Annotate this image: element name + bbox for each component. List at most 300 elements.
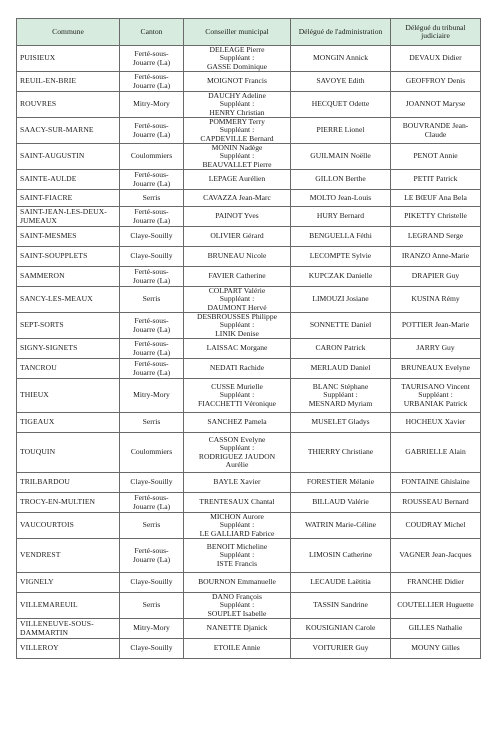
cell-text-line: Ferté-sous- <box>134 121 169 131</box>
cell-text-line: Aurélie <box>225 459 249 469</box>
cell-text-line: LAISSAC Morgane <box>206 343 268 353</box>
cell-conseiller <box>184 247 291 267</box>
cell-conseiller <box>184 339 291 359</box>
cell-text-line: JOANNOT Maryse <box>405 99 466 109</box>
cell-text-line: PETIT Patrick <box>413 174 458 184</box>
cell-commune <box>17 539 120 573</box>
header-commune: Commune <box>17 19 120 46</box>
cell-text-line: Suppléant : <box>219 99 255 109</box>
cell-tribunal <box>391 72 481 92</box>
cell-text: VAUCOURTOIS <box>20 520 74 530</box>
cell-text-line: LINIK Denise <box>215 328 259 338</box>
cell-commune <box>17 227 120 247</box>
cell-canton <box>120 227 184 247</box>
cell-text-line: Serris <box>142 520 161 530</box>
cell-canton <box>120 513 184 539</box>
cell-text-line: LEGRAND Serge <box>407 231 464 241</box>
cell-text: ROUVRES <box>20 99 57 109</box>
cell-text-line: FORESTIER Mélanie <box>306 477 375 487</box>
cell-text: SAINT-MESMES <box>20 231 77 241</box>
cell-text-line: Jouarre (La) <box>132 554 171 564</box>
cell-text-line: CASSON Evelyne <box>208 435 266 445</box>
cell-text-line: CARON Patrick <box>315 343 366 353</box>
cell-admin <box>291 72 391 92</box>
cell-conseiller <box>184 46 291 72</box>
cell-text: TOUQUIN <box>20 447 56 457</box>
header-admin: Délégué de l'administration <box>291 19 391 46</box>
cell-text: SAINT-JEAN-LES-DEUX-JUMEAUX <box>20 207 107 225</box>
cell-conseiller <box>184 170 291 190</box>
cell-text-line: Claye-Souilly <box>130 251 173 261</box>
cell-text-line: Ferté-sous- <box>134 72 169 82</box>
cell-text-line: KOUSIGNIAN Carole <box>305 623 376 633</box>
cell-text-line: Suppléant : <box>219 320 255 330</box>
cell-text-line: ISTE Francis <box>216 558 258 568</box>
cell-canton <box>120 593 184 619</box>
cell-text-line: ETOILE Annie <box>213 643 261 653</box>
cell-tribunal <box>391 46 481 72</box>
cell-conseiller <box>184 72 291 92</box>
cell-text-line: JARRY Guy <box>416 343 455 353</box>
cell-canton <box>120 118 184 144</box>
cell-text: SIGNY-SIGNETS <box>20 343 78 353</box>
cell-admin <box>291 379 391 413</box>
cell-text-line: TAURISANO Vincent <box>401 382 470 392</box>
cell-text: TRILBARDOU <box>20 477 70 487</box>
cell-admin <box>291 118 391 144</box>
table-row <box>17 359 481 379</box>
cell-conseiller <box>184 493 291 513</box>
cell-text-line: Claye-Souilly <box>130 643 173 653</box>
table-row <box>17 513 481 539</box>
cell-text: SAINT-SOUPPLETS <box>20 251 88 261</box>
cell-text-line: Jouarre (La) <box>132 57 171 67</box>
cell-text-line: Ferté-sous- <box>134 170 169 180</box>
cell-text-line: Ferté-sous- <box>134 339 169 349</box>
cell-admin <box>291 639 391 659</box>
cell-admin <box>291 287 391 313</box>
cell-text: SAMMERON <box>20 271 65 281</box>
cell-admin <box>291 313 391 339</box>
cell-text-line: THIERRY Christiane <box>307 447 374 457</box>
cell-admin <box>291 473 391 493</box>
cell-text-line: DAUCHY Adeline <box>208 91 266 101</box>
cell-text-line: Coulommiers <box>130 151 173 161</box>
cell-text-line: CAPDEVILLE Bernard <box>200 133 274 143</box>
cell-admin <box>291 190 391 207</box>
cell-text-line: Suppléant : <box>219 125 255 135</box>
cell-tribunal <box>391 359 481 379</box>
cell-text-line: BENOIT Micheline <box>206 542 268 552</box>
cell-commune <box>17 493 120 513</box>
cell-text-line: DEVAUX Didier <box>409 53 462 63</box>
cell-tribunal <box>391 539 481 573</box>
cell-tribunal <box>391 313 481 339</box>
cell-tribunal <box>391 379 481 413</box>
cell-admin <box>291 170 391 190</box>
cell-tribunal <box>391 573 481 593</box>
cell-tribunal <box>391 190 481 207</box>
cell-text: SANCY-LES-MEAUX <box>20 294 93 304</box>
cell-text-line: Claude <box>424 129 447 139</box>
cell-text-line: GASSE Dominique <box>206 61 268 71</box>
cell-text-line: MOUNY Gilles <box>411 643 460 653</box>
cell-text-line: CUSSE Murielle <box>211 382 263 392</box>
cell-text-line: Serris <box>142 417 161 427</box>
table-row <box>17 433 481 473</box>
cell-text-line: PAINOT Yves <box>215 211 259 221</box>
cell-text-line: COUDRAY Michel <box>405 520 466 530</box>
cell-text-line: Jouarre (La) <box>132 324 171 334</box>
cell-text: PUISIEUX <box>20 53 56 63</box>
cell-text: VENDREST <box>20 550 61 560</box>
table-row <box>17 118 481 144</box>
cell-text-line: COLPART Valérie <box>208 286 266 296</box>
cell-text-line: SONNETTE Daniel <box>309 320 372 330</box>
cell-text-line: Jouarre (La) <box>132 347 171 357</box>
cell-text-line: Suppléant : <box>323 390 358 400</box>
cell-canton <box>120 339 184 359</box>
cell-text-line: Suppléant : <box>219 294 255 304</box>
cell-admin <box>291 539 391 573</box>
cell-text-line: Serris <box>142 600 161 610</box>
table-row <box>17 339 481 359</box>
cell-commune <box>17 46 120 72</box>
cell-tribunal <box>391 247 481 267</box>
cell-text-line: Mitry-Mory <box>133 623 170 633</box>
cell-conseiller <box>184 118 291 144</box>
cell-canton <box>120 413 184 433</box>
cell-text-line: GILLON Berthe <box>315 174 366 184</box>
cell-text-line: FONTAINE Ghislaine <box>401 477 470 487</box>
cell-commune <box>17 170 120 190</box>
cell-commune <box>17 247 120 267</box>
cell-text-line: Mitry-Mory <box>133 99 170 109</box>
header-tribunal: Délégué du tribunal judiciaire <box>391 19 481 46</box>
cell-text-line: ROUSSEAU Bernard <box>402 497 469 507</box>
cell-conseiller <box>184 539 291 573</box>
cell-admin <box>291 493 391 513</box>
cell-conseiller <box>184 593 291 619</box>
cell-text-line: Jouarre (La) <box>132 367 171 377</box>
cell-conseiller <box>184 313 291 339</box>
cell-text-line: HURY Bernard <box>316 211 365 221</box>
cell-text-line: Jouarre (La) <box>132 178 171 188</box>
table-row <box>17 493 481 513</box>
cell-conseiller <box>184 639 291 659</box>
cell-commune <box>17 144 120 170</box>
cell-text-line: Claye-Souilly <box>130 231 173 241</box>
cell-text-line: Ferté-sous- <box>134 207 169 217</box>
cell-text-line: MERLAUD Daniel <box>310 363 371 373</box>
cell-text: TIGEAUX <box>20 417 55 427</box>
cell-text-line: Coulommiers <box>130 447 173 457</box>
cell-tribunal <box>391 513 481 539</box>
cell-text-line: VOITURIER Guy <box>312 643 369 653</box>
cell-text-line: RODRIGUEZ JAUDON <box>198 451 276 461</box>
cell-canton <box>120 46 184 72</box>
cell-text-line: GABRIELLE Alain <box>405 447 466 457</box>
cell-text-line: LECOMPTE Sylvie <box>309 251 372 261</box>
cell-text-line: Ferté-sous- <box>134 49 169 59</box>
cell-commune <box>17 379 120 413</box>
cell-tribunal <box>391 619 481 639</box>
table-row <box>17 287 481 313</box>
cell-text-line: FIACCHETTI Véronique <box>197 398 277 408</box>
table-row <box>17 413 481 433</box>
cell-conseiller <box>184 473 291 493</box>
cell-text-line: MOLTO Jean-Louis <box>309 192 372 202</box>
cell-text-line: KUPCZAK Danielle <box>308 271 373 281</box>
cell-text-line: Serris <box>142 192 161 202</box>
document-page <box>16 18 480 659</box>
cell-text-line: HECQUET Odette <box>311 99 370 109</box>
cell-commune <box>17 413 120 433</box>
cell-text: REUIL-EN-BRIE <box>20 76 77 86</box>
cell-text-line: BENGUELLA Féthi <box>309 231 372 241</box>
table-row <box>17 313 481 339</box>
cell-text-line: SAVOYE Edith <box>316 76 365 86</box>
table-row <box>17 593 481 619</box>
cell-tribunal <box>391 118 481 144</box>
cell-tribunal <box>391 639 481 659</box>
cell-text-line: MOIGNOT Francis <box>207 76 267 86</box>
cell-admin <box>291 513 391 539</box>
cell-commune <box>17 513 120 539</box>
cell-text-line: Ferté-sous- <box>134 493 169 503</box>
cell-text-line: BOURNON Emmanuelle <box>198 577 276 587</box>
cell-tribunal <box>391 433 481 473</box>
cell-text-line: SANCHEZ Pamela <box>207 417 267 427</box>
table-row <box>17 227 481 247</box>
cell-text: VILLEMAREUIL <box>20 600 78 610</box>
cell-admin <box>291 359 391 379</box>
cell-text-line: DESBROUSSES Philippe <box>197 312 277 322</box>
cell-text-line: MONGIN Annick <box>312 53 369 63</box>
cell-conseiller <box>184 190 291 207</box>
cell-text-line: SOUPLET Isabelle <box>207 608 267 618</box>
cell-tribunal <box>391 227 481 247</box>
cell-commune <box>17 267 120 287</box>
cell-commune <box>17 72 120 92</box>
cell-canton <box>120 573 184 593</box>
cell-canton <box>120 433 184 473</box>
cell-text-line: LECAUDE Laëtitia <box>310 577 371 587</box>
cell-admin <box>291 339 391 359</box>
cell-conseiller <box>184 433 291 473</box>
cell-canton <box>120 493 184 513</box>
cell-admin <box>291 413 391 433</box>
cell-admin <box>291 619 391 639</box>
cell-canton <box>120 267 184 287</box>
cell-admin <box>291 267 391 287</box>
cell-text: SAINT-FIACRE <box>20 192 73 202</box>
cell-conseiller <box>184 267 291 287</box>
cell-text-line: POMMERY Terry <box>209 117 265 127</box>
cell-text-line: MESNARD Myriam <box>308 398 373 408</box>
cell-text-line: TRENTESAUX Chantal <box>199 497 275 507</box>
cell-commune <box>17 639 120 659</box>
cell-text-line: DAUMONT Hervé <box>207 302 267 312</box>
cell-text-line: Mitry-Mory <box>133 390 170 400</box>
cell-text-line: DRAPIER Guy <box>411 271 460 281</box>
cell-commune <box>17 207 120 227</box>
cell-commune <box>17 190 120 207</box>
cell-canton <box>120 473 184 493</box>
cell-text: TROCY-EN-MULTIEN <box>20 497 96 507</box>
cell-canton <box>120 619 184 639</box>
cell-canton <box>120 313 184 339</box>
cell-canton <box>120 247 184 267</box>
table-row <box>17 539 481 573</box>
cell-canton <box>120 72 184 92</box>
cell-text-line: PENOT Annie <box>413 151 458 161</box>
cell-text-line: Claye-Souilly <box>130 577 173 587</box>
cell-canton <box>120 170 184 190</box>
cell-text: THIEUX <box>20 390 49 400</box>
cell-text: SEPT-SORTS <box>20 320 64 330</box>
cell-admin <box>291 227 391 247</box>
cell-conseiller <box>184 207 291 227</box>
table-row <box>17 267 481 287</box>
cell-commune <box>17 92 120 118</box>
cell-commune <box>17 118 120 144</box>
cell-text: VIGNELY <box>20 577 54 587</box>
cell-commune <box>17 359 120 379</box>
cell-text: SAACY-SUR-MARNE <box>20 125 94 135</box>
cell-text-line: BRUNEAUX Evelyne <box>401 363 470 373</box>
cell-text-line: Serris <box>142 294 161 304</box>
cell-text-line: Claye-Souilly <box>130 477 173 487</box>
cell-tribunal <box>391 207 481 227</box>
table-row <box>17 573 481 593</box>
cell-text-line: VAGNER Jean-Jacques <box>399 550 472 560</box>
cell-text-line: Suppléant : <box>219 550 255 560</box>
cell-text-line: Ferté-sous- <box>134 267 169 277</box>
cell-text-line: GEOFFROY Denis <box>405 76 466 86</box>
cell-text-line: Suppléant : <box>219 600 255 610</box>
cell-text-line: LE BŒUF Ana Bela <box>404 192 467 202</box>
cell-text-line: BRUNEAU Nicole <box>207 251 267 261</box>
cell-text-line: BEAUVALLET Pierre <box>202 159 272 169</box>
cell-text-line: COUTELLIER Huguette <box>397 600 474 610</box>
cell-conseiller <box>184 144 291 170</box>
table-body <box>17 46 481 659</box>
cell-text-line: BOUVRANDE Jean- <box>402 121 469 131</box>
cell-text-line: Suppléant : <box>219 53 255 63</box>
cell-text-line: Ferté-sous- <box>134 546 169 556</box>
cell-text-line: Suppléant : <box>418 390 453 400</box>
cell-commune <box>17 573 120 593</box>
cell-text-line: GUILMAIN Noëlle <box>310 151 371 161</box>
cell-text-line: MUSELET Gladys <box>311 417 370 427</box>
cell-text-line: Ferté-sous- <box>134 316 169 326</box>
cell-text-line: PIERRE Lionel <box>316 125 365 135</box>
cell-text-line: Jouarre (La) <box>132 275 171 285</box>
cell-tribunal <box>391 593 481 619</box>
cell-text: VILLEROY <box>20 643 59 653</box>
cell-tribunal <box>391 287 481 313</box>
delegates-table <box>16 18 481 659</box>
cell-text-line: NEDATI Rachide <box>209 363 265 373</box>
cell-tribunal <box>391 493 481 513</box>
cell-text-line: LE GALLIARD Fabrice <box>199 528 275 538</box>
cell-text: SAINT-AUGUSTIN <box>20 151 85 161</box>
cell-text-line: KUSINA Rémy <box>411 294 460 304</box>
cell-tribunal <box>391 92 481 118</box>
cell-conseiller <box>184 573 291 593</box>
cell-commune <box>17 593 120 619</box>
cell-text-line: POTTIER Jean-Marie <box>401 320 470 330</box>
table-row <box>17 639 481 659</box>
cell-text-line: HOCHEUX Xavier <box>405 417 466 427</box>
cell-text-line: Jouarre (La) <box>132 215 171 225</box>
cell-commune <box>17 339 120 359</box>
cell-canton <box>120 190 184 207</box>
cell-text-line: FRANCHE Didier <box>407 577 464 587</box>
cell-text-line: LIMOSIN Catherine <box>308 550 373 560</box>
cell-canton <box>120 144 184 170</box>
cell-conseiller <box>184 619 291 639</box>
cell-canton <box>120 359 184 379</box>
cell-text-line: CAVAZZA Jean-Marc <box>203 192 271 202</box>
cell-text: SAINTE-AULDE <box>20 174 77 184</box>
cell-canton <box>120 207 184 227</box>
cell-conseiller <box>184 287 291 313</box>
cell-text-line: MICHON Aurore <box>210 512 264 522</box>
cell-text-line: IRANZO Anne-Marie <box>401 251 470 261</box>
cell-tribunal <box>391 473 481 493</box>
table-row <box>17 92 481 118</box>
cell-commune <box>17 313 120 339</box>
cell-text-line: LIMOUZI Josiane <box>312 294 369 304</box>
cell-conseiller <box>184 513 291 539</box>
cell-text-line: OLIVIER Gérard <box>210 231 264 241</box>
cell-text-line: Jouarre (La) <box>132 501 171 511</box>
cell-text-line: BLANC Stéphane <box>312 382 369 392</box>
cell-text-line: DELEAGE Pierre <box>209 45 265 55</box>
header-canton: Canton <box>120 19 184 46</box>
cell-commune <box>17 473 120 493</box>
cell-text-line: Jouarre (La) <box>132 129 171 139</box>
cell-text-line: WATRIN Marie-Céline <box>304 520 377 530</box>
cell-text-line: URBANIAK Patrick <box>403 398 468 408</box>
cell-admin <box>291 92 391 118</box>
table-row <box>17 619 481 639</box>
table-row <box>17 170 481 190</box>
table-row <box>17 46 481 72</box>
cell-text-line: Ferté-sous- <box>134 359 169 369</box>
cell-conseiller <box>184 413 291 433</box>
cell-canton <box>120 287 184 313</box>
cell-text-line: BAYLE Xavier <box>213 477 261 487</box>
cell-canton <box>120 92 184 118</box>
table-row <box>17 379 481 413</box>
cell-text-line: HENRY Christian <box>209 107 265 117</box>
table-row <box>17 144 481 170</box>
table-row <box>17 72 481 92</box>
cell-text-line: LEPAGE Aurélien <box>208 174 266 184</box>
cell-text-line: NANETTE Djanick <box>206 623 268 633</box>
cell-text-line: GILLES Nathalie <box>408 623 463 633</box>
cell-text: VILLENEUVE-SOUS-DAMMARTIN <box>20 619 94 637</box>
cell-admin <box>291 573 391 593</box>
cell-text-line: DANO François <box>212 592 262 602</box>
cell-text: TANCROU <box>20 363 57 373</box>
cell-admin <box>291 46 391 72</box>
cell-text-line: MONIN Nadège <box>211 143 263 153</box>
table-row <box>17 473 481 493</box>
